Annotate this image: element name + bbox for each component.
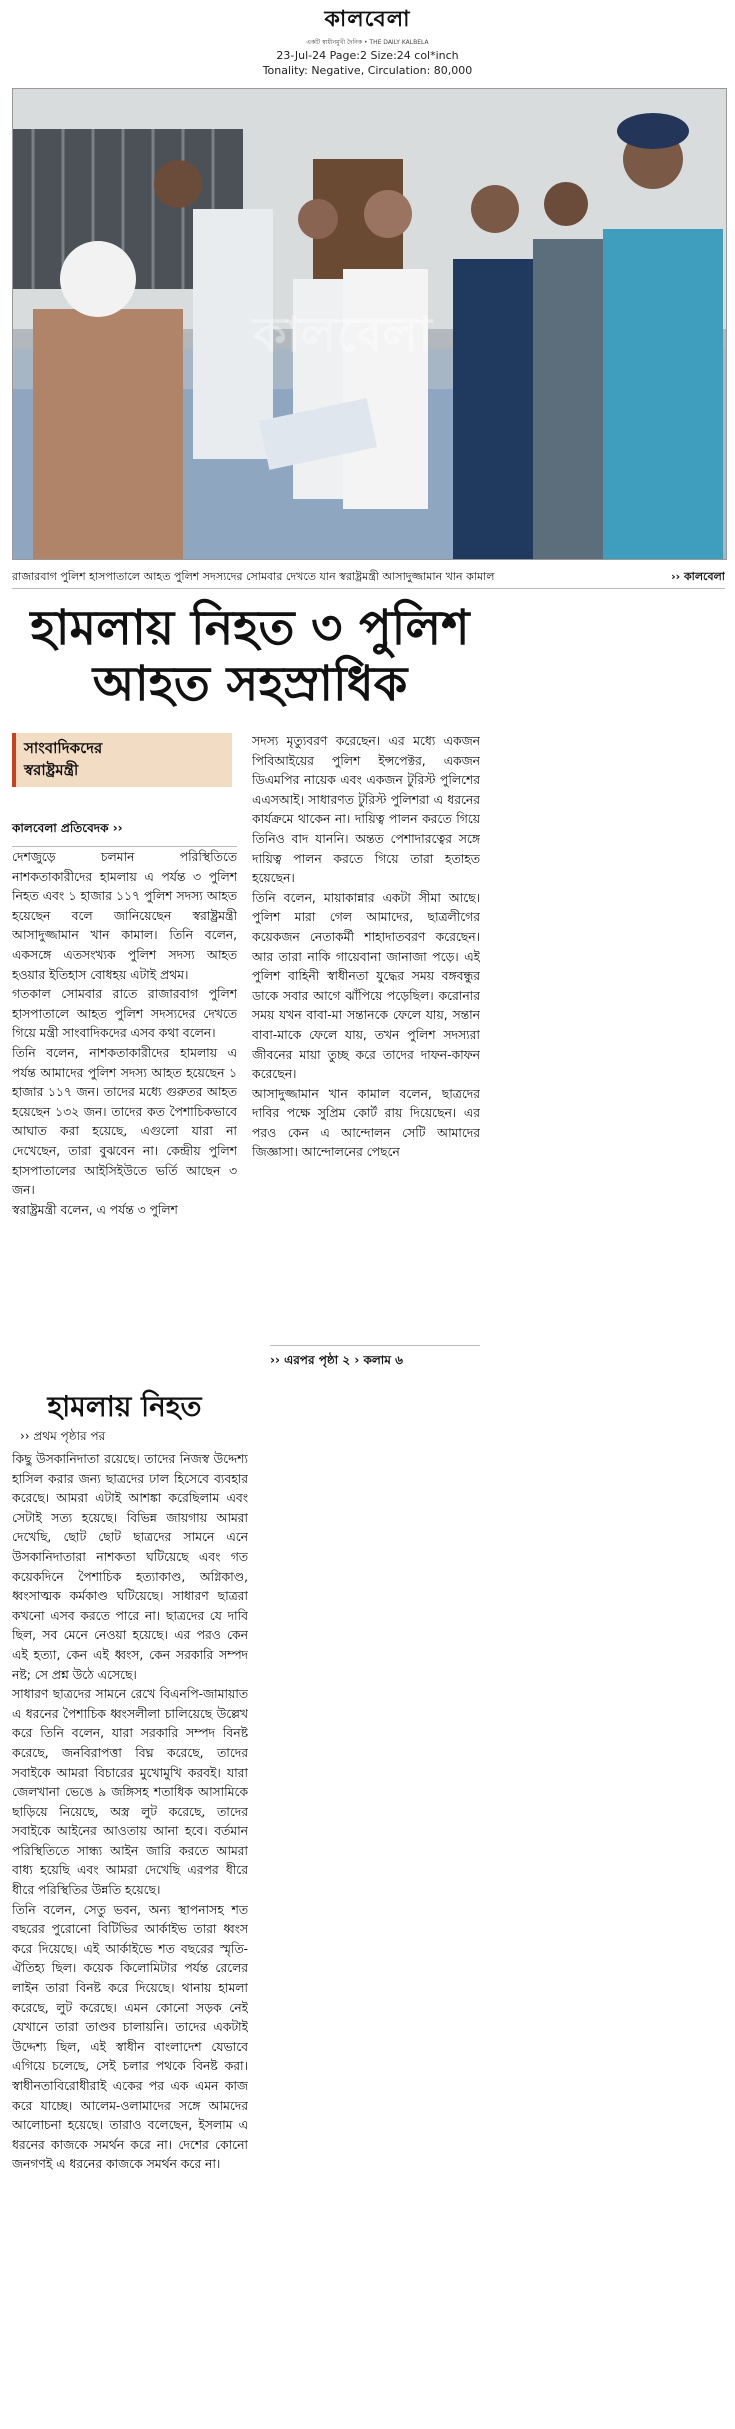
article-column-1 <box>12 848 237 1368</box>
article-paragraph: গতকাল সোমবার রাতে রাজারবাগ পুলিশ হাসপাতালে আহত পুলিশ সদস্যদের দেখতে গিয়ে মন্ত্রী সাংবাদিকদের এসব কথা বলেন। <box>12 987 237 1041</box>
article-paragraph: তিনি বলেন, নাশকতাকারীদের হামলায় এ পর্যন্ত আমাদের পুলিশ সদস্য আহত হয়েছেন ১ হাজার ১১৭ জন। তাদের মধ্যে গুরুতর আহত হয়েছেন ১৩২ জন। তাদের কত পৈশাচিকভাবে আঘাত করা হয়েছে, এগুলো যারা না দেখেছেন, তারা বুঝবেন না। কেন্দ্রীয় পুলিশ হাসপাতালের আইসিইউতে ভর্তি আছেন ৩ জন। <box>12 1045 237 1198</box>
photo-caption-source: ›› কালবেলা <box>671 570 725 583</box>
article-paragraph: সাধারণ ছাত্রদের সামনে রেখে বিএনপি-জামায়াত এ ধরনের পৈশাচিক ধ্বংসলীলা চালিয়েছে উল্লেখ করে তিনি বলেন, যারা সরকারি সম্পদ বিনষ্ট করেছে, জনবিরাপত্তা বিঘ্ন করেছে, তাদের সবাইকে আমরা বিচারের মুখোমুখি করবই। যারা জেলখানা ভেঙে ৯ জঙ্গিসহ শতাধিক আসামিকে ছাড়িয়ে নিয়েছে, অস্ত্র লুট করেছে, তাদের সবাইকে আইনের আওতায় আনা হবে। বর্তমান পরিস্থিতিতে সান্ধ্য আইন জারি করতে আমরা বাধ্য হয়েছি এবং আমরা দেখেছি এরপর ধীরে ধীরে পরিস্থিতির উন্নতি হয়েছে। <box>12 1687 248 1898</box>
article-paragraph: আসাদুজ্জামান খান কামাল বলেন, ছাত্রদের দাবির পক্ষে সুপ্রিম কোর্ট রায় দিয়েছেন। এর পরও কেন এ আন্দোলন সেটি আমাদের জিজ্ঞাসা। আন্দোলনের পেছনে <box>252 1086 480 1160</box>
kicker-line-2: স্বরাষ্ট্রমন্ত্রী <box>24 761 79 779</box>
photo-caption <box>12 566 725 589</box>
clipping-date-line: 23-Jul-24 Page:2 Size:24 col*inch <box>276 49 459 62</box>
article-paragraph: তিনি বলেন, মায়াকান্নার একটা সীমা আছে। পুলিশ মারা গেল আমাদের, ছাত্রলীগের কয়েকজন নেতাকর্মী শাহাদাতবরণ করেছেন। আর তারা নাকি গায়েবানা জানাজা পড়ে। এই পুলিশ বাহিনী স্বাধীনতা যুদ্ধের সময় বঙ্গবন্ধুর ডাকে সবার আগে ঝাঁপিয়ে পড়েছিল। করোনার সময় যখন বাবা-মা সন্তানকে ফেলে যায়, সন্তান বাবা-মাকে ফেলে যায়, তখন পুলিশ সদস্যরা জীবনের মায়া তুচ্ছ করে তাদের দাফন-কাফন করেছেন। <box>252 890 480 1082</box>
article-paragraph: কিছু উসকানিদাতা রয়েছে। তাদের নিজস্ব উদ্দেশ্য হাসিল করার জন্য ছাত্রদের ঢাল হিসেবে ব্যবহার করেছে। আমরা এটাই আশঙ্কা করেছিলাম এবং সেটাই সত্য হয়েছে। বিভিন্ন জায়গায় আমরা দেখেছি, ছোট ছোট ছাত্রদের সামনে এনে উসকানিদাতারা নাশকতা ঘটিয়েছে এবং গত কয়েকদিনে পৈশাচিক হত্যাকাণ্ড, অগ্নিকাণ্ড, ধ্বংসাত্মক কর্মকাণ্ড ঘটিয়েছে। সাধারণ ছাত্ররা কখনো এসব করতে পারে না। ছাত্রদের যে দাবি ছিল, সব মেনে নেওয়া হয়েছে। এর পরও কেন এই হত্যা, কেন এই ধ্বংস, কেন সরকারি সম্পদ নষ্ট; সে প্রশ্ন উঠে এসেছে। <box>12 1452 248 1682</box>
continuation-title: হামলায় নিহত <box>47 1390 202 1423</box>
news-photo <box>12 88 727 560</box>
continued-from-label: ›› প্রথম পৃষ্ঠার পর <box>20 1429 106 1443</box>
article-byline: কালবেলা প্রতিবেদক ›› <box>12 820 237 847</box>
photo-watermark: কালবেলা <box>253 307 432 363</box>
article-paragraph: দেশজুড়ে চলমান পরিস্থিতিতে নাশকতাকারীদের হামলায় এ পর্যন্ত ৩ পুলিশ নিহত এবং ১ হাজার ১১৭ পুলিশ সদস্য আহত হয়েছেন বলে জানিয়েছেন স্বরাষ্ট্রমন্ত্রী আসাদুজ্জামান খান কামাল। তিনি বলেন, একসঙ্গে এতসংখ্যক পুলিশ সদস্য আহত হওয়ার ইতিহাস বোধহয় এটাই প্রথম। <box>12 850 237 982</box>
masthead <box>0 0 735 80</box>
kicker-line-1: সাংবাদিকদের <box>24 739 103 757</box>
photo-caption-text: রাজারবাগ পুলিশ হাসপাতালে আহত পুলিশ সদস্যদের সোমবার দেখতে যান স্বরাষ্ট্রমন্ত্রী আসাদুজ্জামান খান কামাল <box>12 570 495 583</box>
article-paragraph: স্বরাষ্ট্রমন্ত্রী বলেন, এ পর্যন্ত ৩ পুলিশ <box>12 1202 178 1217</box>
headline-line-2: আহত সহস্রাধিক <box>92 656 408 712</box>
newspaper-logo: কালবেলা <box>324 6 411 32</box>
article-column-2 <box>252 732 480 1332</box>
continued-on-link: ›› এরপর পৃষ্ঠা ২ › কলাম ৬ <box>270 1345 480 1372</box>
article-headline <box>15 600 485 712</box>
headline-line-1: হামলায় নিহত ৩ পুলিশ <box>30 600 470 656</box>
newspaper-tagline: একটি স্বাধীনমুখী দৈনিক • THE DAILY KALBELA <box>306 39 429 46</box>
article-paragraph: সদস্য মৃত্যুবরণ করেছেন। এর মধ্যে একজন পিবিআইয়ের পুলিশ ইন্সপেক্টর, একজন ডিএমপির নায়েক এবং একজন টুরিস্ট পুলিশের এএসআই। সাধারণত টুরিস্ট পুলিশরা এ ধরনের কার্যক্রমে থাকেন না। দায়িত্ব পালন করতে গিয়ে তিনিও বাদ যাননি। অন্তত পেশাদারত্বের সঙ্গে দায়িত্ব পালন করতে গিয়ে তারা হতাহত হয়েছেন। <box>252 734 480 886</box>
article-paragraph: তিনি বলেন, সেতু ভবন, অন্য স্থাপনাসহ শত বছরের পুরোনো বিটিভির আর্কাইভ তারা ধ্বংস করে দিয়েছে। এই আর্কাইভে শত বছরের স্মৃতি-ঐতিহ্য ছিল। কয়েক কিলোমিটার পর্যন্ত রেলের লাইন তারা বিনষ্ট করে দিয়েছে। থানায় হামলা করেছে, লুট করেছে। এমন কোনো সড়ক নেই যেখানে তারা তাণ্ডব চালায়নি। তাদের একটাই উদ্দেশ্য ছিল, এই স্বাধীন বাংলাদেশ যেভাবে এগিয়ে চলেছে, সেই চলার পথকে বিনষ্ট করা। স্বাধীনতাবিরোধীরাই একের পর এক এমন কাজ করে যাচ্ছে। আলেম-ওলামাদের সঙ্গে আমদের আলোচনা হয়েছে। তারাও বলেছেন, ইসলাম এ ধরনের কাজকে সমর্থন করে না। দেশের কোনো জনগণই এ ধরনের কাজকে সমর্থন করে না। <box>12 1902 248 2172</box>
clipping-tonality-line: Tonality: Negative, Circulation: 80,000 <box>262 64 473 77</box>
continuation-column <box>12 1450 248 2420</box>
article-kicker <box>12 733 232 787</box>
